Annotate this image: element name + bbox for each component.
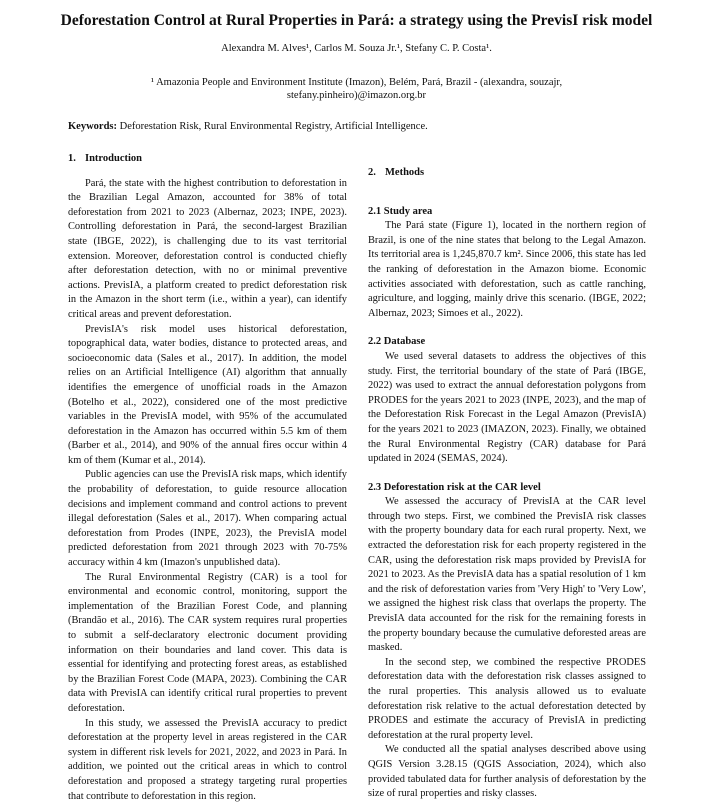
intro-paragraph-1: Pará, the state with the highest contribution to deforestation in the Brazilian Legal Amazon, accounted for 38% of total deforestation from 2021 to 2023 (Albernaz, 2023; INPE, 2023). Controlling deforestation in Pará, the second-largest Brazilian state (IBGE, 2022), is challenging due to its vast territorial extension. Moreover, deforestation control is conducted chiefly after deforestation detection, with no or minimal preventive actions. PrevisIA, a platform created to predict deforestation risk in the Amazon in the short term (i.e., within a year), can identify critical areas and prevent deforestation. xyxy=(68,177,347,320)
keywords-label: Keywords: xyxy=(68,121,117,132)
intro-paragraph-3: Public agencies can use the PrevisIA risk maps, which identify the probability of deforestation, to guide resource allocation decisions and implement command and control actions to prevent illegal deforestation (Sales et al., 2017). When comparing actual deforestation from Prodes (INPE, 2023), the PrevisIA model predicted deforestation from 2021 through 2023 with 70-75% accuracy within 4 km (Imazon's unpublished data). xyxy=(68,469,347,569)
section-title: Methods xyxy=(385,167,425,178)
intro-paragraph-5: In this study, we assessed the PrevisIA accuracy to predict deforestation at the property level in areas registered in the CAR system in different risk levels for 2021, 2022, and 2023 in Pará. In addition, we pointed out the critical areas in which to control deforestation and proposed a strategy targeting rural properties that contribute to deforestation in this region. xyxy=(68,717,347,802)
subsection-heading-database: 2.2 Database xyxy=(368,336,426,348)
section-number: 2. xyxy=(368,167,376,178)
subsection-heading-risk-car: 2.3 Deforestation risk at the CAR level xyxy=(368,481,541,493)
section-heading-methods xyxy=(368,166,646,181)
right-column xyxy=(368,166,646,802)
study-area-paragraph: The Pará state (Figure 1), located in the northern region of Brazil, is one of the nine states that belong to the Legal Amazon. Its territorial area is 1,245,870.7 km². Since 2006, this state has led the ranking of deforestation in the Amazon biome. Economic activities associated with deforestation, such as cattle ranching, agriculture, and logging, mainly drive this scenario. (IBGE, 2022; Albernaz, 2023; Simoes et al., 2022). xyxy=(368,220,646,319)
section-number: 1. xyxy=(68,153,76,164)
paper-title: Deforestation Control at Rural Properties in Pará: a strategy using the PrevisI risk model xyxy=(60,12,653,29)
left-column xyxy=(68,152,347,804)
database-paragraph: We used several datasets to address the objectives of this study. First, the territorial boundary of the state of Pará (IBGE, 2022) was used to extract the annual deforestation polygons from PRODES for the years 2021 to 2023 (INPE, 2023), and the map of the Deforestation Risk Forecast in the Legal Amazon (PrevisIA) for the years 2021 to 2023 (IMAZON, 2023). Finally, we obtained the Rural Environmental Registry (CAR) database for Pará updated in 2024 (SEMAS, 2024). xyxy=(368,350,646,465)
intro-paragraph-4: The Rural Environmental Registry (CAR) is a tool for environmental and economic control, monitoring, support the implementation of the Brazilian Forest Code, and planning (Brandão et al., 2016). The CAR system requires rural properties to submit a self-declaratory electronic document providing information on their boundaries and land cover. This data is essential for identifying and protecting forest areas, as established by the Brazilian Forest Code (MAPA, 2023). Combining the CAR data with PrevisIA can identify critical rural properties to prevent deforestation. xyxy=(68,571,347,714)
author-list: Alexandra M. Alves¹, Carlos M. Souza Jr.¹, Stefany C. P. Costa¹. xyxy=(221,43,492,54)
affiliation: ¹ Amazonia People and Environment Institute (Imazon), Belém, Pará, Brazil - (alexandra, souzajr, stefany.pinheiro)@imazon.org.br xyxy=(150,77,563,101)
risk-car-paragraph-2: In the second step, we combined the respective PRODES deforestation data with the deforestation risk classes assigned to the rural properties. This analysis allowed us to evaluate deforestation risk relative to the actual deforestation detected by PRODES and estimate the accuracy of PrevisIA in predicting deforestation at the rural property level. xyxy=(368,656,646,741)
risk-car-paragraph-1: We assessed the accuracy of PrevisIA at the CAR level through two steps. First, we combined the PrevisIA risk classes with the property boundary data for each rural property. Next, we extracted the deforestation risk for each property registered in the CAR, using the deforestation risk maps provided by PrevisIA for 2021 to 2023. As the PrevisIA data has a spatial resolution of 1 km and the risk of deforestation varies from 'Very High' to 'Very Low', we assigned the highest risk class that overlaps the property. The PrevisIA data accounted for the risk for the remaining forests in the property boundary because the cumulative deforested areas are masked. xyxy=(368,496,646,654)
risk-car-paragraph-3: We conducted all the spatial analyses described above using QGIS Version 3.28.15 (QGIS Association, 2024), which also provided tabulated data for further analysis of deforestation by the size of rural properties and risky classes. xyxy=(368,744,646,800)
keywords-text: Deforestation Risk, Rural Environmental Registry, Artificial Intelligence. xyxy=(117,121,428,132)
subsection-heading-study-area: 2.1 Study area xyxy=(368,205,433,217)
intro-paragraph-2: PrevisIA's risk model uses historical deforestation, topographical data, water bodies, distance to protected areas, and socioeconomic data (Sales et al., 2017). In addition, the model relies on an Artificial Intelligence (AI) algorithm that annually identifies the emergence of unofficial roads in the Amazon (Botelho et al., 2022), considered one of the most predictive variables in the PrevisIA model, with 95% of the accumulated deforestation in the Amazon has occurred within 5.5 km of them (Barber et al., 2014), and 90% of the annual fires occur within 4 km of them (Kumar et al., 2014). xyxy=(68,323,347,466)
section-heading-introduction xyxy=(68,152,347,167)
section-title: Introduction xyxy=(85,153,142,164)
keywords-line xyxy=(68,121,658,132)
